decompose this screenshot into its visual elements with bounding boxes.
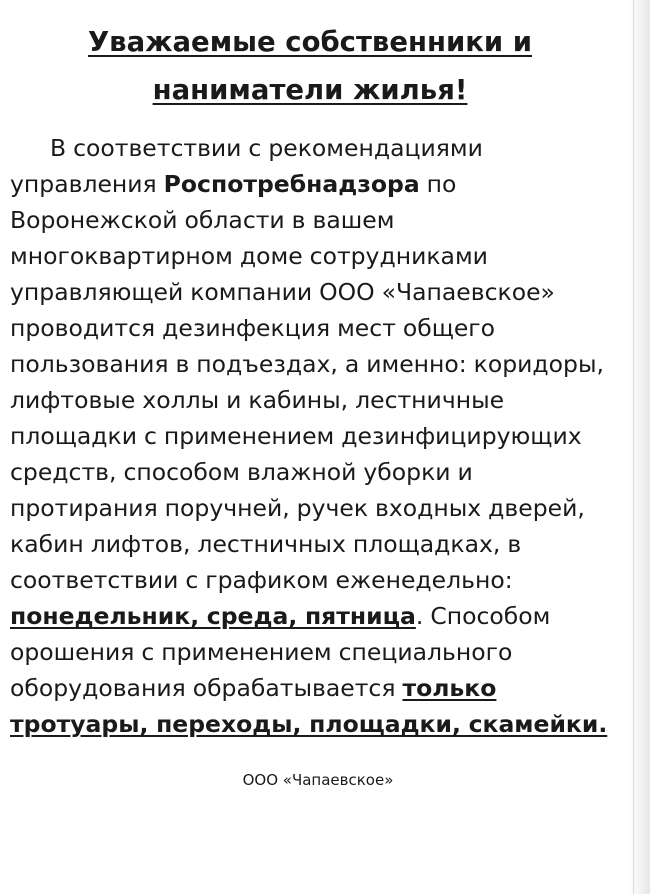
signature: ООО «Чапаевское» — [242, 771, 394, 789]
title-line-1: Уважаемые собственники и — [87, 26, 533, 58]
notice-title — [10, 18, 610, 114]
body-text-1: по Воронежской области в вашем многоквартирном доме сотрудниками управляющей компании ООО «Чапаевское» проводится дезинфекция мест общего пользования в подъездах, а именно: коридоры, лифтовые холлы и кабины, лестничные площадки с применением дезинфицирующих средств, способом влажной уборки и протирания поручней, ручек входных дверей, кабин лифтов, лестничных площадках, в соответствии с графиком еженедельно: — [10, 170, 604, 594]
title-line-2: наниматели жилья! — [152, 74, 468, 106]
schedule-days: понедельник, среда, пятница — [10, 602, 416, 630]
notice-document — [10, 18, 610, 790]
scan-page-edge — [628, 0, 650, 894]
body-intro: В соответствии с рекомендациями управления — [10, 134, 483, 198]
body-text-2: . Способом орошения с применением специального оборудования обрабатывается — [10, 602, 551, 702]
scan-edge-line — [633, 0, 634, 894]
notice-body — [10, 130, 610, 742]
treated-areas: только тротуары, переходы, площадки, скамейки. — [10, 674, 608, 738]
agency-name: Роспотребнадзора — [163, 170, 420, 198]
